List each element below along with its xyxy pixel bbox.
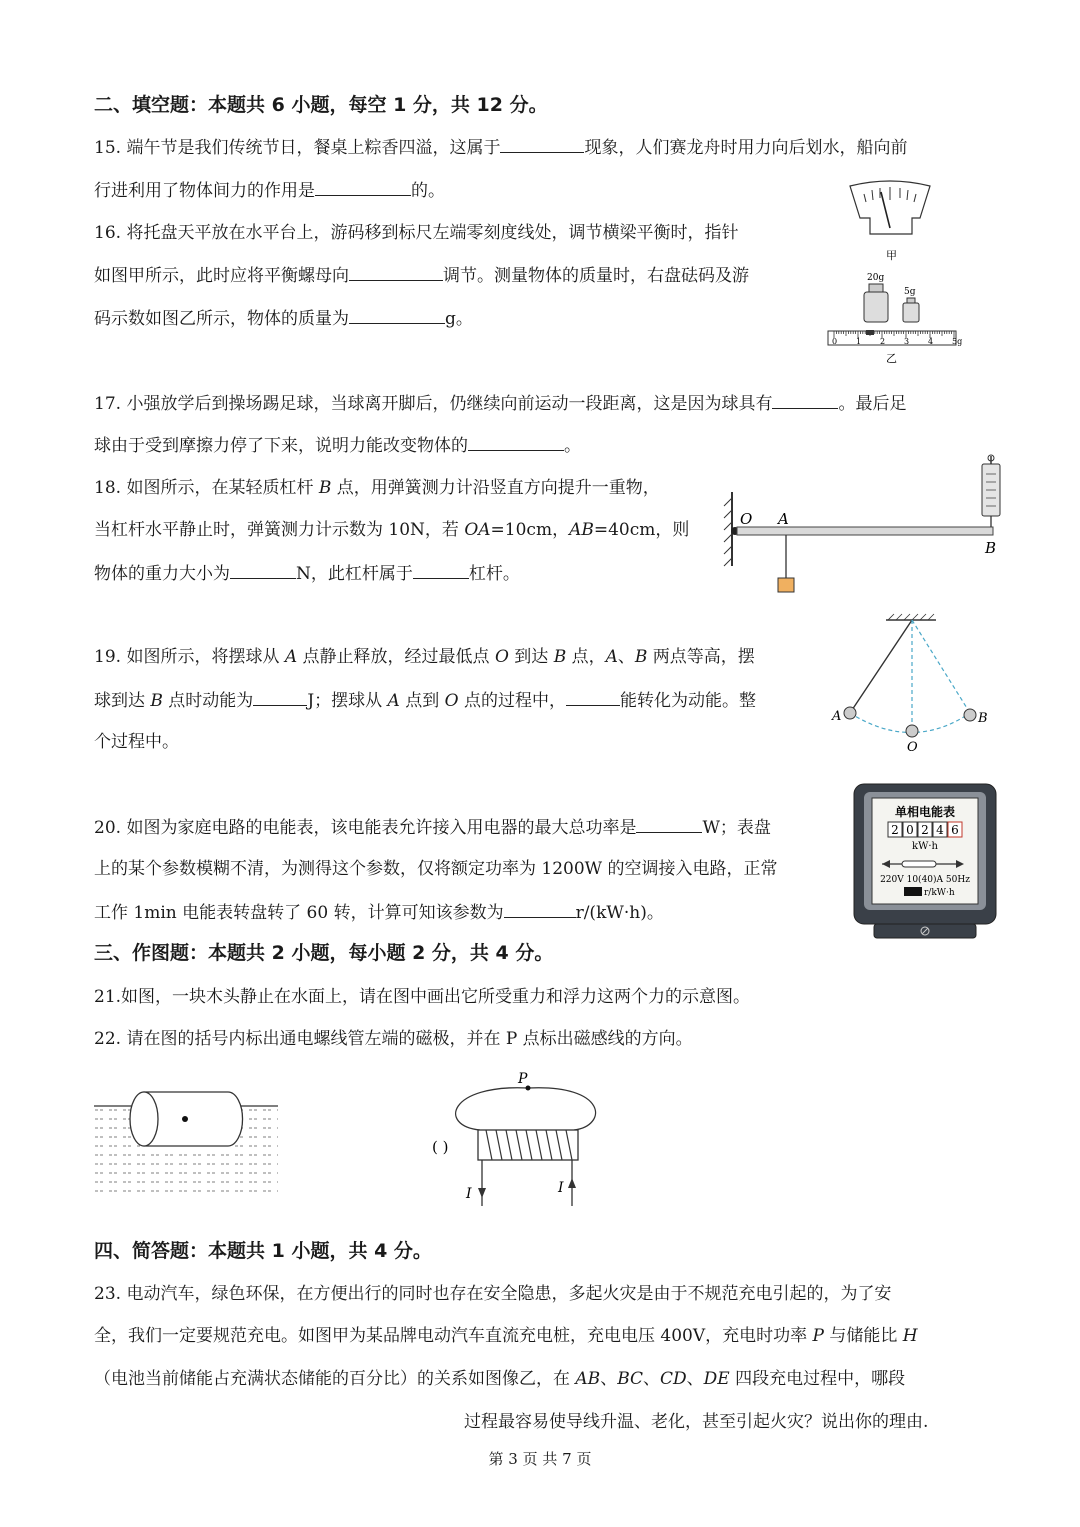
wood-log-end — [130, 1092, 158, 1146]
ball-a — [844, 707, 856, 719]
meter-digit: 2 — [891, 823, 899, 837]
rider-scale-tick-label: 5g — [952, 337, 963, 346]
q17-text-a: 17. 小强放学后到操场踢足球，当球离开脚后，仍继续向前运动一段距离，这是因为球具有 — [94, 394, 773, 414]
pendulum-string — [850, 620, 912, 713]
q19-var-a1: A — [284, 647, 298, 667]
pole-bracket[interactable]: ( ) — [432, 1138, 449, 1156]
q19-var-b2: B — [634, 647, 648, 667]
q23-sep2: 、 — [643, 1369, 661, 1389]
fig-label-jia: 甲 — [886, 249, 897, 262]
q18-text-d: =10cm， — [490, 520, 570, 540]
q17-text-d: 。 — [564, 436, 581, 456]
q20-line1 — [94, 816, 771, 839]
blurred-constant — [904, 887, 922, 896]
lever-bar — [737, 527, 993, 535]
q23-sep3: 、 — [686, 1369, 704, 1389]
rider-scale-tick-label: 4 — [928, 337, 934, 346]
q19-t4: 点， — [566, 647, 606, 667]
q18-text-a: 18. 如图所示，在某轻质杠杆 — [94, 478, 319, 498]
q19-line1 — [94, 646, 755, 668]
meter-unit: kW·h — [912, 841, 938, 852]
q16-text-b: 调节。测量物体的质量时，右盘砝码及游 — [443, 266, 749, 286]
pendulum-label-o: O — [907, 740, 918, 755]
q15-text-a: 15. 端午节是我们传统节日，餐桌上粽香四溢，这属于 — [94, 138, 501, 158]
q23-line1: 23. 电动汽车，绿色环保，在方便出行的同时也存在安全隐患，多起火灾是由于不规范充电引起的，为了安 — [94, 1284, 892, 1304]
ball-b — [964, 709, 976, 721]
q19-var-b3: B — [150, 691, 163, 711]
q23-t1: 全，我们一定要规范充电。如图甲为某品牌电动汽车直流充电桩，充电电压 400V，充电时功率 — [94, 1326, 813, 1346]
q15-text-b: 现象，人们赛龙舟时用力向后划水，船向前 — [584, 138, 908, 158]
q22-text: 22. 请在图的括号内标出通电螺线管左端的磁极，并在 P 点标出磁感线的方向。 — [94, 1029, 693, 1049]
lever-figure — [720, 456, 1010, 601]
rider — [866, 330, 874, 335]
section-heading-short-answer: 四、简答题：本题共 1 小题，共 4 分。 — [94, 1240, 432, 1262]
q23-var-h: H — [902, 1326, 918, 1346]
lever-label-a: A — [778, 510, 789, 528]
q17-text-b: 。最后足 — [838, 394, 907, 414]
q19-t2: 点静止释放，经过最低点 — [297, 647, 495, 667]
q17-blank-2[interactable] — [468, 434, 564, 451]
weight-20g-label: 20g — [867, 273, 885, 283]
q15-line2 — [94, 179, 445, 202]
q19-t9: J；摆球从 — [307, 691, 388, 711]
q16-text-c: 码示数如图乙所示，物体的质量为 — [94, 309, 349, 329]
q23-t2: 与储能比 — [823, 1326, 903, 1346]
q18-text-b: 点，用弹簧测力计沿竖直方向提升一重物， — [331, 478, 660, 498]
q16-text-a: 如图甲所示，此时应将平衡螺母向 — [94, 266, 349, 286]
q19-t11: 点的过程中， — [458, 691, 566, 711]
weight-5g — [903, 303, 919, 322]
meter-title: 单相电能表 — [894, 805, 956, 819]
q18-text-e: =40cm，则 — [593, 520, 690, 540]
q23-var-p: P — [812, 1326, 824, 1346]
q18-text-h: 杠杆。 — [468, 564, 520, 584]
meter-digit: 6 — [951, 823, 959, 837]
meter-spec: 220V 10(40)A 50Hz — [880, 875, 970, 885]
q16-line1: 16. 将托盘天平放在水平台上，游码移到标尺左端零刻度线处，调节横梁平衡时，指针 — [94, 223, 739, 243]
q23-line2 — [94, 1325, 918, 1347]
q19-var-b1: B — [553, 647, 567, 667]
q18-line3 — [94, 562, 520, 585]
pendulum-label-b: B — [978, 711, 988, 726]
ball-o — [906, 725, 918, 737]
q19-blank-1[interactable] — [253, 689, 307, 706]
q15-text-d: 的。 — [411, 181, 445, 201]
q19-line2 — [94, 689, 756, 712]
q23-line3 — [94, 1368, 905, 1390]
current-label-left: I — [466, 1186, 472, 1202]
q17-text-c: 球由于受到摩擦力停了下来，说明力能改变物体的 — [94, 436, 468, 456]
rider-scale-tick-label: 2 — [880, 337, 886, 346]
q20-t3: 工作 1min 电能表转盘转了 60 转，计算可知该参数为 — [94, 903, 504, 923]
q20-t2: W；表盘 — [702, 818, 771, 838]
page-footer: 第 3 页 共 7 页 — [488, 1450, 592, 1468]
q16-line2 — [94, 264, 749, 287]
rider-scale-tick-label: 3 — [904, 337, 910, 346]
q19-t3: 到达 — [508, 647, 554, 667]
q16-blank-2[interactable] — [349, 307, 445, 324]
q19-t8: 点时动能为 — [162, 691, 254, 711]
q18-text-c: 当杠杆水平静止时，弹簧测力计示数为 10N，若 — [94, 520, 465, 540]
fig-label-yi: 乙 — [886, 352, 897, 365]
rotating-disc — [902, 861, 936, 867]
q23-var-bc: BC — [617, 1369, 644, 1389]
weight-block — [778, 578, 794, 592]
weight-5g-knob — [907, 298, 915, 303]
q15-line1 — [94, 136, 907, 159]
current-label-right: I — [558, 1180, 564, 1196]
q23-sep1: 、 — [600, 1369, 618, 1389]
q18-var-oa: OA — [464, 520, 491, 540]
q20-blank-2[interactable] — [504, 901, 576, 918]
solenoid-figure — [428, 1066, 608, 1214]
q20-line3 — [94, 901, 664, 924]
q19-t5: 、 — [617, 647, 635, 667]
q19-t10: 点到 — [399, 691, 445, 711]
q17-line2 — [94, 434, 581, 457]
q23-t4: 四段充电过程中，哪段 — [729, 1369, 906, 1389]
q15-text-c: 行进利用了物体间力的作用是 — [94, 181, 315, 201]
q20-line2: 上的某个参数模糊不清，为测得这个参数，仅将额定功率为 1200W 的空调接入电路，正常 — [94, 859, 778, 879]
q23-var-ab: AB — [575, 1369, 601, 1389]
meter-digit: 2 — [921, 823, 929, 837]
q23-t3: （电池当前储能占充满状态储能的百分比）的关系如图像乙，在 — [94, 1369, 576, 1389]
q19-t7: 球到达 — [94, 691, 151, 711]
q15-blank-1[interactable] — [500, 136, 584, 153]
q19-t1: 19. 如图所示，将摆球从 — [94, 647, 285, 667]
section-heading-fill-in: 二、填空题：本题共 6 小题，每空 1 分，共 12 分。 — [94, 94, 548, 116]
q18-blank-1[interactable] — [230, 562, 296, 579]
q20-t4: r/(kW·h)。 — [575, 903, 664, 923]
pendulum-figure — [826, 612, 996, 754]
lever-label-b: B — [985, 539, 997, 557]
q16-blank-1[interactable] — [349, 264, 443, 281]
q18-var-ab: AB — [569, 520, 594, 540]
q19-line3: 个过程中。 — [94, 732, 179, 752]
meter-digit: 0 — [906, 823, 914, 837]
q15-blank-2[interactable] — [315, 179, 411, 196]
q19-var-o2: O — [444, 691, 459, 711]
q19-var-a2: A — [605, 647, 618, 667]
q19-var-o1: O — [494, 647, 509, 667]
lever-label-o: O — [740, 510, 753, 528]
field-line — [456, 1088, 596, 1130]
meter-rev-unit: r/kW·h — [924, 888, 955, 898]
weight-5g-label: 5g — [904, 287, 916, 297]
q18-blank-2[interactable] — [413, 562, 469, 579]
q18-text-g: N，此杠杆属于 — [296, 564, 413, 584]
energy-meter-figure — [852, 782, 998, 940]
meter-digit: 4 — [936, 823, 944, 837]
label-p: P — [518, 1071, 528, 1087]
string-at-b — [912, 620, 970, 713]
q19-t12: 能转化为动能。整 — [619, 691, 756, 711]
q23-var-cd: CD — [660, 1369, 687, 1389]
q18-var-b: B — [318, 478, 332, 498]
q21-text: 21.如图，一块木头静止在水面上，请在图中画出它所受重力和浮力这两个力的示意图。 — [94, 987, 751, 1007]
floating-wood-figure — [94, 1088, 278, 1194]
q18-line2 — [94, 519, 689, 541]
q20-blank-1[interactable] — [636, 816, 702, 833]
q19-var-a3: A — [387, 691, 400, 711]
q17-line1 — [94, 392, 906, 415]
wood-log — [144, 1092, 243, 1146]
rider-scale-tick-label: 1 — [856, 337, 862, 346]
q23-var-de: DE — [703, 1369, 730, 1389]
q17-blank-1[interactable] — [772, 392, 838, 409]
q23-line4: 过程最容易使导线升温、老化，甚至引起火灾？说出你的理由. — [464, 1412, 929, 1432]
q20-t1: 20. 如图为家庭电路的电能表，该电能表允许接入用电器的最大总功率是 — [94, 818, 637, 838]
solenoid-core — [478, 1130, 578, 1160]
q18-line1 — [94, 477, 660, 499]
weight-20g-knob — [869, 284, 883, 292]
center-of-gravity — [182, 1116, 188, 1122]
pendulum-label-a: A — [832, 709, 842, 724]
rider-scale-tick-label: 0 — [832, 337, 838, 346]
q18-text-f: 物体的重力大小为 — [94, 564, 230, 584]
section-heading-drawing: 三、作图题：本题共 2 小题，每小题 2 分，共 4 分。 — [94, 942, 554, 964]
q16-text-d: g。 — [445, 309, 473, 329]
q19-blank-2[interactable] — [566, 689, 620, 706]
q16-line3 — [94, 307, 473, 330]
q19-t6: 两点等高，摆 — [647, 647, 755, 667]
balance-figure — [820, 176, 970, 366]
weight-20g — [864, 292, 888, 322]
